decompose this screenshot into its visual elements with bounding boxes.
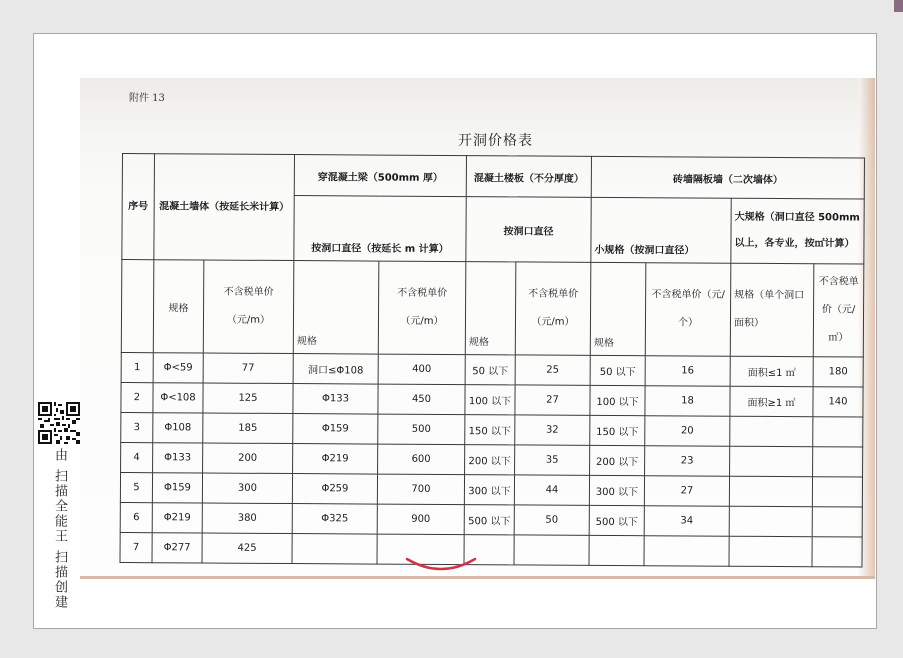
- cell-wall-price: 380: [202, 503, 292, 534]
- cell-beam-spec: Φ259: [292, 474, 377, 505]
- attachment-label: 附件 13: [129, 93, 165, 104]
- table-row: [121, 412, 863, 447]
- cell-slab-price: [514, 535, 589, 565]
- cell-wall-price: 300: [202, 473, 292, 504]
- cell-seq: 3: [121, 412, 153, 442]
- cell-large-price: [812, 477, 862, 507]
- cell-slab-spec: 200 以下: [465, 445, 515, 475]
- window-corner-marker: [894, 0, 903, 12]
- cell-small-spec: 500 以下: [589, 505, 644, 535]
- red-seal-arc: [405, 555, 477, 575]
- header-wall-price: 不含税单价（元/m）: [203, 260, 294, 354]
- cell-slab-price: 27: [515, 385, 590, 415]
- table-row: [120, 532, 862, 567]
- cell-wall-spec: Φ219: [152, 503, 202, 533]
- cell-slab-spec: 100 以下: [465, 385, 515, 415]
- scanner-watermark-text: 由 扫描全能王 扫描创建: [52, 448, 67, 611]
- header-slab-sub: 按洞口直径: [466, 197, 591, 263]
- cell-wall-spec: Φ277: [152, 533, 202, 563]
- cell-seq: 4: [121, 442, 153, 472]
- cell-slab-price: 35: [515, 445, 590, 475]
- cell-small-price: 34: [644, 506, 729, 537]
- cell-slab-spec: 150 以下: [465, 415, 515, 445]
- cell-large-spec: [730, 446, 813, 477]
- cell-beam-price: 500: [378, 414, 465, 445]
- cell-small-price: 23: [645, 446, 730, 477]
- cell-large-spec: [729, 476, 812, 507]
- cell-beam-spec: Φ219: [293, 444, 378, 475]
- header-wall-spec: 规格: [153, 260, 204, 353]
- header-seq: 序号: [122, 154, 155, 260]
- cell-wall-price: 425: [202, 533, 292, 564]
- cell-small-price: [644, 536, 729, 567]
- cell-large-price: [812, 507, 862, 537]
- table-row: [120, 472, 862, 507]
- table-row: [120, 502, 862, 537]
- cell-wall-spec: Φ<59: [153, 353, 203, 383]
- cell-beam-spec: [292, 534, 377, 565]
- header-brick-small-price: 不含税单价（元/个）: [645, 263, 731, 357]
- cell-large-spec: 面积≤1 ㎡: [730, 356, 813, 387]
- cell-wall-spec: Φ159: [152, 473, 202, 503]
- header-brick-small: 小规格（按洞口直径）: [591, 197, 731, 263]
- cell-seq: 7: [120, 532, 152, 562]
- cell-slab-price: 32: [515, 415, 590, 445]
- header-wall-group: 混凝土墙体（按延长米计算）: [154, 154, 295, 261]
- cell-beam-price: 600: [378, 444, 465, 475]
- header-brick-large-spec: 规格（单个洞口面积）: [730, 263, 814, 357]
- table-row: [121, 352, 863, 387]
- cell-large-price: [812, 537, 862, 567]
- qr-code-icon: [38, 402, 80, 444]
- header-row-3: [121, 260, 864, 358]
- header-brick-large: 大规格（洞口直径 500mm 以上，各专业，按㎡计算）: [731, 198, 864, 264]
- cell-beam-price: 900: [377, 504, 464, 535]
- cell-wall-price: 125: [203, 383, 293, 414]
- cell-seq: 6: [120, 502, 152, 532]
- header-brick-large-price: 不含税单价（元/㎡）: [813, 264, 864, 357]
- cell-large-spec: [729, 536, 812, 567]
- header-brick-group: 砖墙隔板墙（二次墙体）: [591, 156, 864, 199]
- cell-wall-price: 185: [203, 413, 293, 444]
- photo-bottom-edge: [80, 576, 875, 579]
- cell-large-price: [813, 447, 863, 477]
- cell-large-price: [813, 417, 863, 447]
- cell-large-price: 180: [813, 357, 863, 387]
- cell-beam-spec: 洞口≤Φ108: [293, 354, 378, 385]
- cell-beam-spec: Φ159: [293, 414, 378, 445]
- cell-seq: 1: [121, 352, 153, 382]
- header-slab-spec: 规格: [465, 262, 516, 355]
- cell-small-spec: 50 以下: [590, 355, 645, 385]
- cell-beam-price: 400: [378, 354, 465, 385]
- cell-slab-price: 50: [514, 505, 589, 535]
- cell-wall-price: 200: [203, 443, 293, 474]
- document-title: 开洞价格表: [458, 133, 533, 149]
- cell-seq: 5: [120, 472, 152, 502]
- cell-wall-spec: Φ108: [153, 413, 203, 443]
- header-beam-spec: 规格: [293, 261, 379, 355]
- cell-beam-price: 700: [377, 474, 464, 505]
- header-beam-group: 穿混凝土梁（500mm 厚）: [294, 155, 466, 197]
- table-row: [121, 442, 863, 477]
- header-brick-small-spec: 规格: [590, 262, 646, 355]
- header-seq-blank: [121, 260, 154, 353]
- cell-wall-price: 77: [203, 353, 293, 384]
- cell-small-spec: 300 以下: [589, 475, 644, 505]
- cell-slab-spec: 50 以下: [465, 355, 515, 385]
- cell-slab-spec: 500 以下: [464, 505, 514, 535]
- header-beam-price: 不含税单价（元/m）: [378, 261, 466, 355]
- cell-wall-spec: Φ<108: [153, 383, 203, 413]
- qr-code-graphic: [38, 402, 80, 444]
- cell-slab-price: 25: [515, 355, 590, 385]
- cell-small-spec: 100 以下: [590, 385, 645, 415]
- cell-slab-price: 44: [514, 475, 589, 505]
- table-row: [121, 382, 863, 417]
- cell-small-price: 20: [645, 416, 730, 447]
- cell-small-spec: 150 以下: [590, 415, 645, 445]
- header-row-1: [122, 154, 864, 200]
- cell-seq: 2: [121, 382, 153, 412]
- cell-small-price: 27: [644, 476, 729, 507]
- cell-beam-spec: Φ325: [292, 504, 377, 535]
- cell-beam-price: 450: [378, 384, 465, 415]
- cell-large-price: 140: [813, 387, 863, 417]
- cell-large-spec: 面积≥1 ㎡: [730, 386, 813, 417]
- cell-large-spec: [729, 506, 812, 537]
- header-slab-price: 不含税单价（元/m）: [515, 262, 591, 355]
- cell-small-price: 16: [645, 356, 730, 387]
- header-beam-sub: 按洞口直径（按延长 m 计算）: [294, 196, 466, 262]
- cell-wall-spec: Φ133: [153, 443, 203, 473]
- header-slab-group: 混凝土楼板（不分厚度）: [466, 156, 591, 198]
- cell-small-spec: 200 以下: [590, 445, 645, 475]
- price-table: [119, 153, 865, 568]
- cell-small-spec: [589, 535, 644, 565]
- cell-beam-spec: Φ133: [293, 384, 378, 415]
- cell-small-price: 18: [645, 386, 730, 417]
- cell-slab-spec: 300 以下: [464, 475, 514, 505]
- cell-large-spec: [730, 416, 813, 447]
